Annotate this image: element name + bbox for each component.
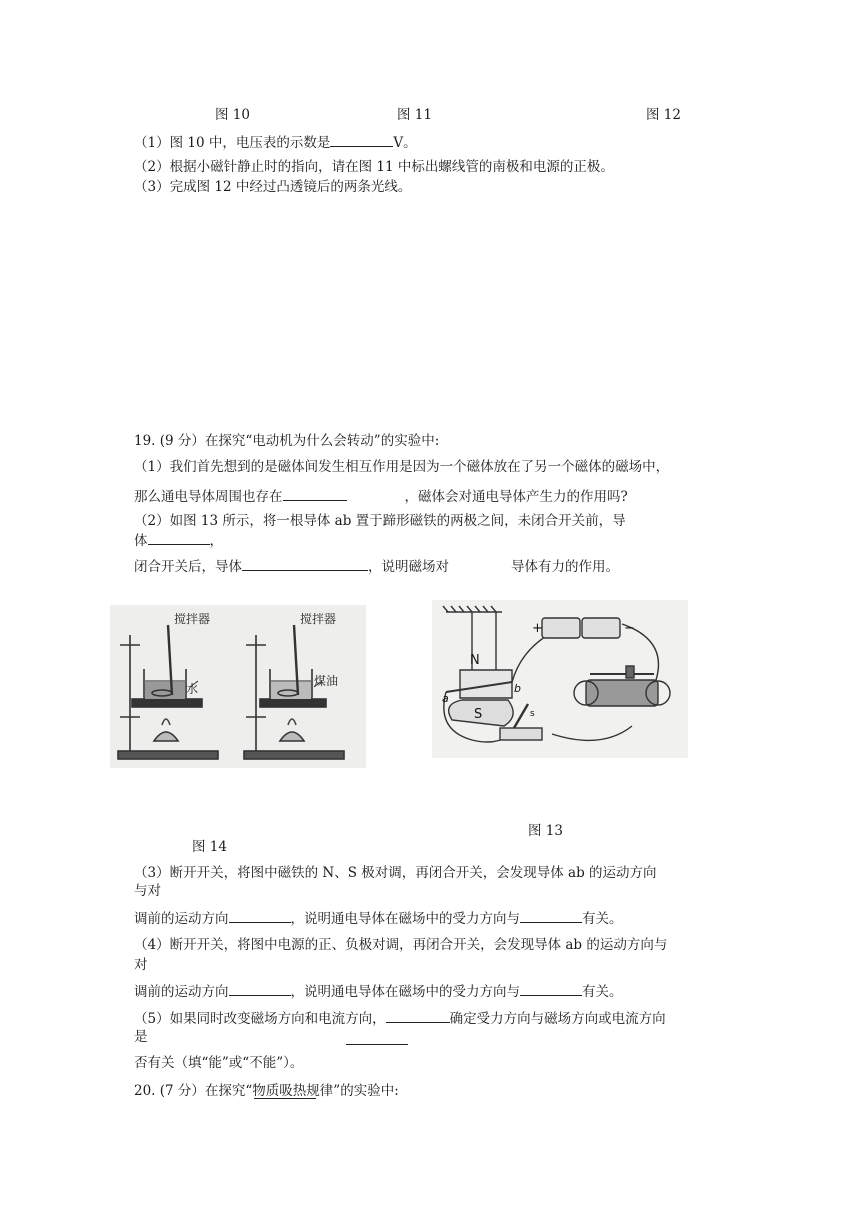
q19-s2-prefix: 体	[134, 533, 148, 549]
q18-part3: （3）完成图 12 中经过凸透镜后的两条光线。	[134, 179, 412, 195]
q19-s1-prefix: 那么通电导体周围也存在	[134, 489, 283, 505]
q19-s2-line3	[134, 556, 619, 576]
answer-blank[interactable]	[386, 1008, 450, 1023]
stirrer-label-right: 搅拌器	[300, 612, 337, 626]
answer-blank[interactable]	[330, 132, 393, 147]
figure-13-diagram	[432, 600, 688, 758]
q19-s2-line1: （2）如图 13 所示，将一根导体 ab 置于蹄形磁铁的两极之间，未闭合开关前，导	[134, 513, 626, 529]
q19-s3-line3	[134, 908, 623, 928]
q19-s2-line3-prefix: 闭合开关后，导体	[134, 559, 242, 575]
q18-part2: （2）根据小磁针静止时的指向，请在图 11 中标出螺线管的南极和电源的正极。	[134, 159, 614, 175]
figure-14-diagram	[110, 605, 366, 768]
q19-title: 19. (9 分）在探究“电动机为什么会转动”的实验中:	[134, 433, 440, 449]
conductor-end-a: a	[442, 692, 449, 705]
q20-title: 20. (7 分）在探究“物质吸热规律”的实验中:	[134, 1083, 399, 1099]
q19-s3-line1: （3）断开开关，将图中磁铁的 N、S 极对调，再闭合开关，会发现导体 ab 的运动方向	[134, 865, 657, 881]
north-pole-label: N	[470, 653, 480, 668]
south-pole-label: S	[474, 707, 483, 722]
answer-blank[interactable]	[520, 908, 582, 923]
q19-s1-line2	[134, 486, 628, 506]
q19-s3-mid: ，说明通电导体在磁场中的受力方向与	[290, 911, 520, 927]
battery-plus-label: +	[532, 621, 543, 636]
q18-part1-unit: V。	[393, 135, 417, 151]
q19-s2-comma: ，	[209, 533, 223, 549]
underline-mark	[254, 1098, 316, 1099]
q19-s4-mid: ，说明通电导体在磁场中的受力方向与	[290, 984, 520, 1000]
q18-part1-prefix: （1）图 10 中，电压表的示数是	[134, 135, 331, 151]
q18-part1	[134, 132, 417, 152]
answer-blank[interactable]	[346, 1030, 408, 1045]
q19-s4-line1: （4）断开开关，将图中电源的正、负极对调，再闭合开关，会发现导体 ab 的运动方向与	[134, 937, 668, 953]
figure-12-caption: 图 12	[646, 107, 681, 123]
answer-blank[interactable]	[229, 981, 291, 996]
q19-s2-line3-mid: ，说明磁场对	[368, 559, 449, 575]
q19-s4-prefix: 调前的运动方向	[134, 984, 229, 1000]
battery-minus-label: −	[624, 621, 635, 636]
switch-label: s	[530, 709, 535, 719]
water-label: 水	[186, 682, 199, 696]
figure-14-caption: 图 14	[192, 839, 227, 855]
q19-s4-line3	[134, 981, 623, 1001]
answer-blank[interactable]	[148, 530, 210, 545]
q19-s5-suffix: 确定受力方向与磁场方向或电流方向	[449, 1011, 666, 1027]
kerosene-label: 煤油	[314, 674, 339, 688]
q19-s4-suffix: 有关。	[582, 984, 623, 1000]
q19-s3-prefix: 调前的运动方向	[134, 911, 229, 927]
conductor-end-b: b	[514, 682, 521, 695]
figure-13-caption: 图 13	[528, 823, 563, 839]
q19-s5-line1	[134, 1008, 666, 1028]
answer-blank[interactable]	[520, 981, 582, 996]
q19-s1-line1: （1）我们首先想到的是磁体间发生相互作用是因为一个磁体放在了另一个磁体的磁场中，	[134, 459, 670, 475]
q19-s2-line2	[134, 530, 223, 550]
q19-s3-suffix: 有关。	[582, 911, 623, 927]
q19-s2-line3-suffix: 导体有力的作用。	[511, 559, 619, 575]
q19-s5-prefix: （5）如果同时改变磁场方向和电流方向，	[134, 1011, 386, 1027]
figure-11-caption: 图 11	[397, 107, 432, 123]
q19-s5-line2: 是	[134, 1029, 148, 1045]
q19-s1-suffix: ，磁体会对通电导体产生力的作用吗?	[404, 489, 628, 505]
answer-blank[interactable]	[283, 486, 347, 501]
q19-s5-line3: 否有关（填“能”或“不能”）。	[134, 1055, 304, 1071]
answer-blank[interactable]	[229, 908, 291, 923]
figure-10-caption: 图 10	[215, 107, 250, 123]
stirrer-label-left: 搅拌器	[174, 612, 211, 626]
q19-s3-line2: 与对	[134, 883, 161, 899]
answer-blank[interactable]	[242, 556, 368, 571]
q19-s4-line2: 对	[134, 957, 148, 973]
